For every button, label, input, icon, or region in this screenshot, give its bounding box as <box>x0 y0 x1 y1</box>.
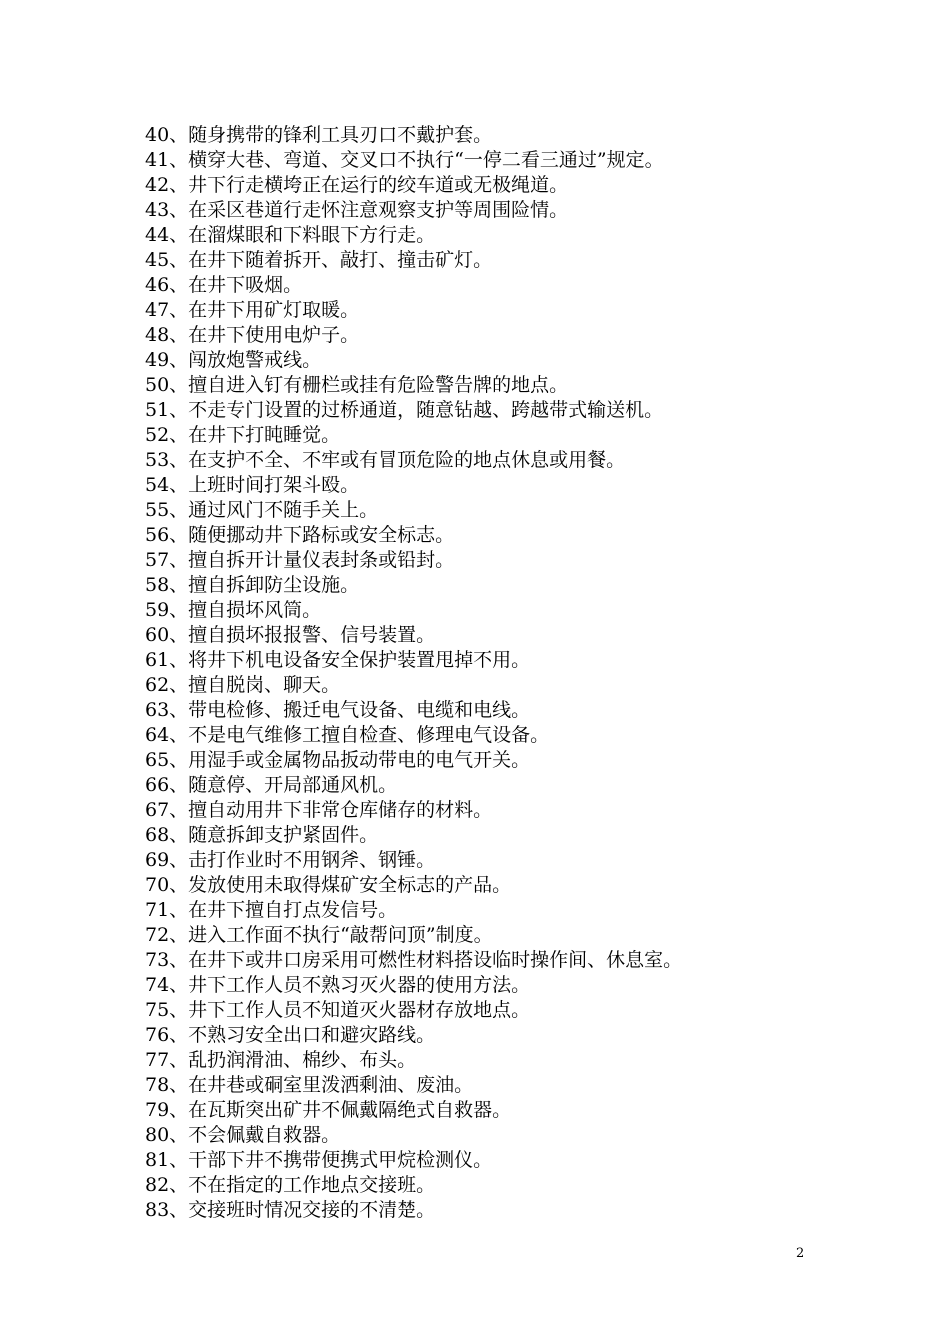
list-item: 80、不会佩戴自救器。 <box>145 1124 341 1146</box>
list-item: 79、在瓦斯突出矿井不佩戴隔绝式自救器。 <box>145 1099 512 1121</box>
list-item: 64、不是电气维修工擅自检查、修理电气设备。 <box>145 724 550 746</box>
list-item: 53、在支护不全、不牢或有冒顶危险的地点休息或用餐。 <box>145 449 626 471</box>
list-item: 71、在井下擅自打点发信号。 <box>145 899 398 921</box>
list-item: 44、在溜煤眼和下料眼下方行走。 <box>145 224 436 246</box>
list-item: 47、在井下用矿灯取暖。 <box>145 299 360 321</box>
list-item: 51、不走专门设置的过桥通道，随意钻越、跨越带式输送机。 <box>145 399 664 421</box>
list-item: 41、横穿大巷、弯道、交叉口不执行“一停二看三通过”规定。 <box>145 149 664 171</box>
list-item: 65、用湿手或金属物品扳动带电的电气开关。 <box>145 749 531 771</box>
list-item: 48、在井下使用电炉子。 <box>145 324 360 346</box>
list-item: 81、干部下井不携带便携式甲烷检测仪。 <box>145 1149 493 1171</box>
list-item: 59、擅自损坏风筒。 <box>145 599 322 621</box>
page-number: 2 <box>796 1246 805 1261</box>
list-item: 73、在井下或井口房采用可燃性材料搭设临时操作间、休息室。 <box>145 949 683 971</box>
list-item: 56、随便挪动井下路标或安全标志。 <box>145 524 455 546</box>
list-item: 82、不在指定的工作地点交接班。 <box>145 1174 436 1196</box>
list-item: 83、交接班时情况交接的不清楚。 <box>145 1199 436 1221</box>
list-item: 76、不熟习安全出口和避灾路线。 <box>145 1024 436 1046</box>
rule-list <box>145 123 885 1223</box>
list-item: 62、擅自脱岗、聊天。 <box>145 674 341 696</box>
list-item: 49、闯放炮警戒线。 <box>145 349 322 371</box>
list-item: 67、擅自动用井下非常仓库储存的材料。 <box>145 799 493 821</box>
list-item: 42、井下行走横垮正在运行的绞车道或无极绳道。 <box>145 174 569 196</box>
list-item: 66、随意停、开局部通风机。 <box>145 774 398 796</box>
list-item: 75、井下工作人员不知道灭火器材存放地点。 <box>145 999 531 1021</box>
list-item: 74、井下工作人员不熟习灭火器的使用方法。 <box>145 974 531 996</box>
list-item: 63、带电检修、搬迁电气设备、电缆和电线。 <box>145 699 531 721</box>
list-item: 78、在井巷或硐室里泼洒剩油、废油。 <box>145 1074 474 1096</box>
list-item: 60、擅自损坏报报警、信号装置。 <box>145 624 436 646</box>
list-item: 58、擅自拆卸防尘设施。 <box>145 574 360 596</box>
list-item: 68、随意拆卸支护紧固件。 <box>145 824 379 846</box>
list-item: 77、乱扔润滑油、棉纱、布头。 <box>145 1049 417 1071</box>
list-item: 50、擅自进入钉有栅栏或挂有危险警告牌的地点。 <box>145 374 569 396</box>
list-item: 72、进入工作面不执行“敲帮问顶”制度。 <box>145 924 493 946</box>
list-item: 45、在井下随着拆开、敲打、撞击矿灯。 <box>145 249 493 271</box>
list-item: 46、在井下吸烟。 <box>145 274 303 296</box>
list-item: 57、擅自拆开计量仪表封条或铅封。 <box>145 549 455 571</box>
list-item: 40、随身携带的锋利工具刃口不戴护套。 <box>145 124 493 146</box>
list-item: 55、通过风门不随手关上。 <box>145 499 379 521</box>
list-item: 52、在井下打盹睡觉。 <box>145 424 341 446</box>
list-item: 54、上班时间打架斗殴。 <box>145 474 360 496</box>
list-item: 69、击打作业时不用钢斧、钢锤。 <box>145 849 436 871</box>
list-item: 43、在采区巷道行走怀注意观察支护等周围险情。 <box>145 199 569 221</box>
list-item: 61、将井下机电设备安全保护装置甩掉不用。 <box>145 649 531 671</box>
list-item: 70、发放使用未取得煤矿安全标志的产品。 <box>145 874 512 896</box>
